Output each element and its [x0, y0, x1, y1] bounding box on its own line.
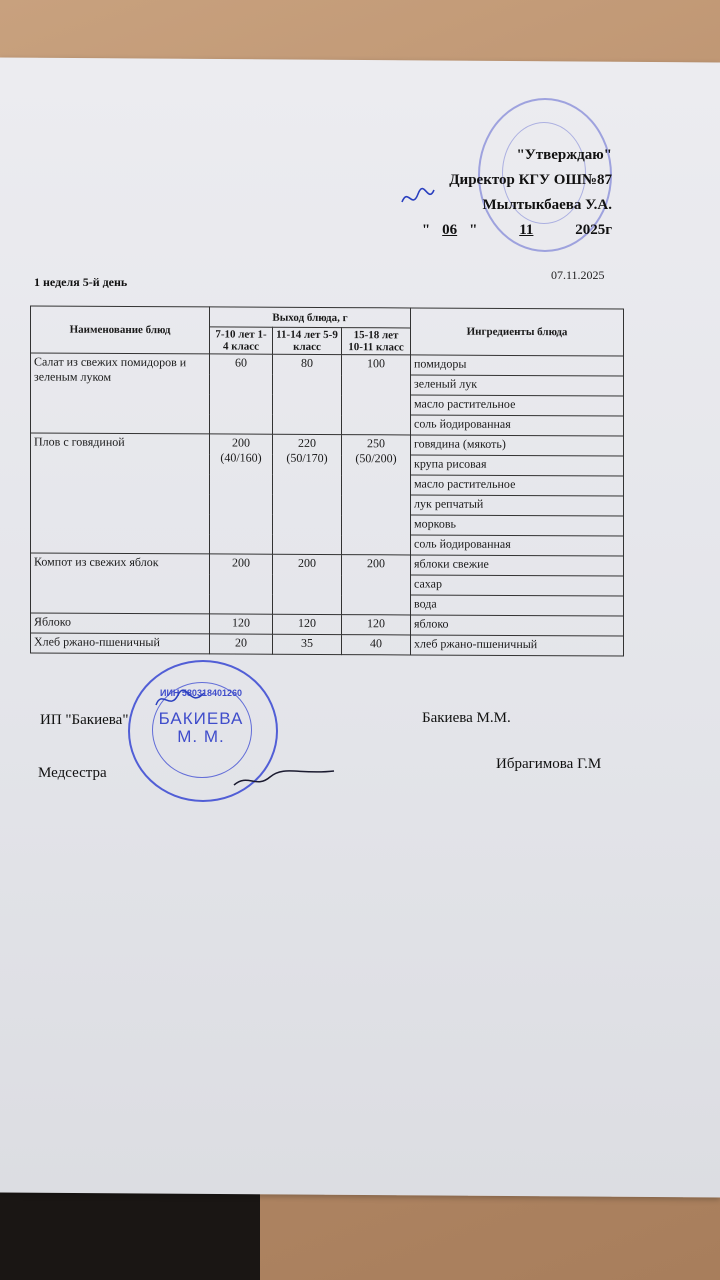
ingredient: лук репчатый	[411, 495, 624, 516]
dish-value-age2: 80	[273, 354, 342, 434]
dish-name: Салат из свежих помидоров и зеленым луком	[31, 353, 210, 434]
dish-value-age2: 120	[273, 614, 342, 634]
table-row	[31, 633, 624, 656]
ingredient: помидоры	[411, 355, 624, 376]
ingredient: соль йодированная	[411, 415, 624, 436]
dish-value-age2: 220 (50/170)	[273, 434, 342, 554]
dish-name: Плов с говядиной	[31, 433, 210, 554]
dish-value-age1: 20	[210, 634, 273, 654]
approval-block	[422, 143, 612, 243]
ingredient: соль йодированная	[411, 535, 624, 556]
approval-position: Директор КГУ ОШ№87	[449, 172, 612, 188]
header-age-3: 15-18 лет 10-11 класс	[342, 328, 411, 355]
dish-value-age3: 120	[342, 615, 411, 635]
ip-signature-icon	[150, 685, 210, 715]
ingredient: морковь	[411, 515, 624, 536]
ingredient: крупа рисовая	[411, 455, 624, 476]
director-signature-icon	[398, 182, 438, 212]
approval-date-month: 11	[519, 222, 534, 238]
dish-value-age1: 200	[210, 554, 273, 614]
stamp-name: БАКИЕВА М. М.	[158, 709, 244, 746]
header-age-1: 7-10 лет 1-4 класс	[210, 327, 273, 354]
dish-value-age1: 60	[210, 354, 273, 434]
header-age-2: 11-14 лет 5-9 класс	[273, 327, 342, 354]
ingredient: говядина (мякоть)	[411, 435, 624, 456]
ingredient: яблоки свежие	[411, 555, 624, 576]
ingredient: яблоко	[411, 615, 624, 636]
header-dish-name: Наименование блюд	[31, 306, 210, 354]
dish-value-age3: 40	[342, 635, 411, 655]
day-title: 1 неделя 5-й день	[34, 275, 128, 289]
ingredient: вода	[411, 595, 624, 616]
header-output: Выход блюда, г	[210, 307, 411, 328]
approval-date-year: 2025г	[575, 222, 612, 238]
table-header-row	[31, 306, 624, 329]
dish-value-age2: 200	[273, 554, 342, 614]
dish-value-age1: 200 (40/160)	[210, 434, 273, 554]
ip-name: Бакиева М.М.	[422, 710, 511, 726]
dish-name: Яблоко	[31, 613, 210, 634]
nurse-label: Медсестра	[38, 765, 107, 781]
ingredient: масло растительное	[411, 395, 624, 416]
dish-value-age3: 250 (50/200)	[342, 435, 411, 555]
stamp-inn: ИИН 580318401260	[159, 688, 242, 698]
nurse-signature-icon	[230, 755, 340, 795]
approval-name: Мылтыкбаева У.А.	[482, 197, 612, 213]
table-row	[31, 353, 624, 376]
ingredient: масло растительное	[411, 475, 624, 496]
dish-value-age3: 200	[342, 555, 411, 615]
ingredient: хлеб ржано-пшеничный	[411, 635, 624, 656]
ingredient: сахар	[411, 575, 624, 596]
approval-title: "Утверждаю"	[516, 147, 612, 163]
document-date: 07.11.2025	[551, 268, 605, 282]
dish-name: Хлеб ржано-пшеничный	[31, 633, 210, 654]
dish-value-age2: 35	[273, 634, 342, 654]
ingredient: зеленый лук	[411, 375, 624, 396]
dish-value-age1: 120	[210, 614, 273, 634]
approval-date: " 06 " 11 2025г	[421, 222, 612, 238]
dish-value-age3: 100	[342, 355, 411, 435]
approval-date-day: 06	[442, 222, 458, 238]
dish-name: Компот из свежих яблок	[31, 553, 210, 614]
nurse-name: Ибрагимова Г.М	[496, 756, 602, 772]
ip-label: ИП "Бакиева"	[40, 712, 129, 728]
header-ingredients: Ингредиенты блюда	[411, 308, 624, 356]
table-row	[31, 433, 624, 456]
menu-table	[30, 305, 624, 656]
table-row	[31, 553, 624, 576]
